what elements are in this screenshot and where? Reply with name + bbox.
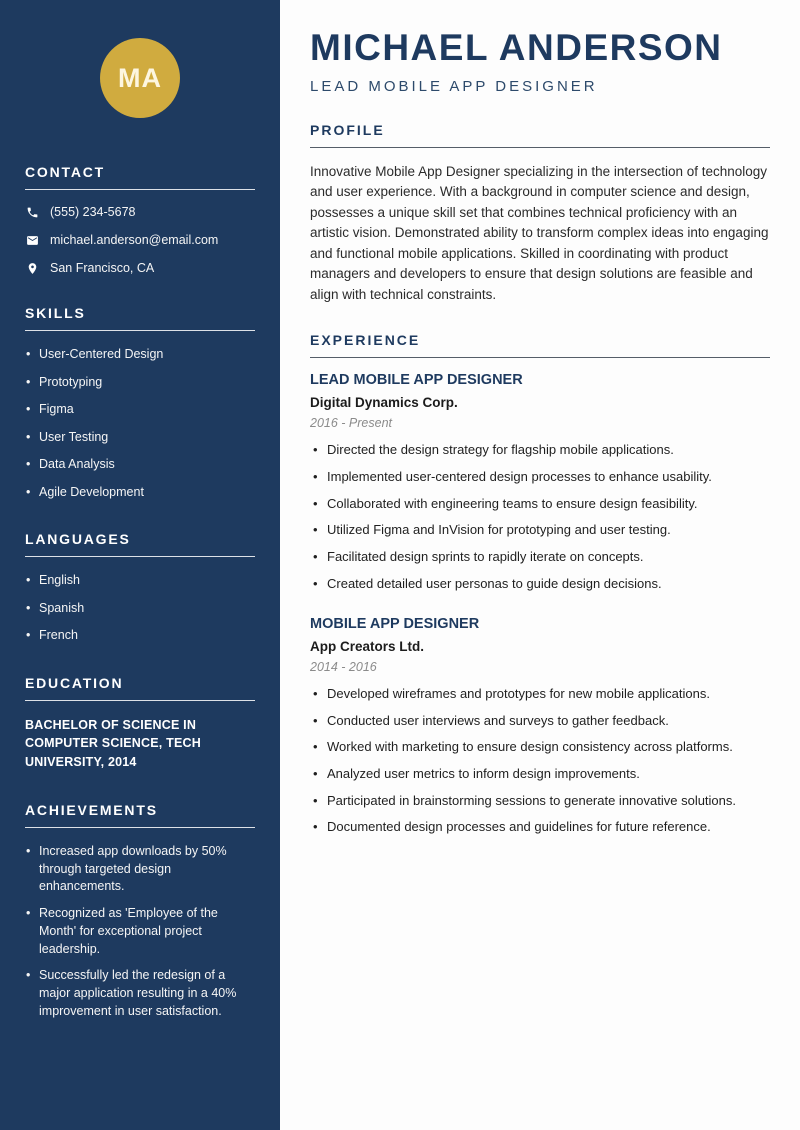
person-headline: LEAD MOBILE APP DESIGNER [310,77,598,95]
phone-text: (555) 234-5678 [50,205,136,219]
skill-item: • User-Centered Design [25,346,255,364]
profile-heading: PROFILE [310,122,770,148]
job-dates: 2016 - Present [310,416,392,431]
languages-list [25,572,255,645]
contact-email [25,233,255,247]
achievement-item: • Successfully led the redesign of a major application resulting in a 40% improvement in user satisfaction. [25,967,255,1020]
avatar-initials: MA [118,62,162,93]
job-dates: 2014 - 2016 [310,659,377,674]
email-text: michael.anderson@email.com [50,233,219,247]
languages-heading: LANGUAGES [25,531,255,557]
contact-location [25,261,255,275]
achievement-item: • Increased app downloads by 50% through targeted design enhancements. [25,843,255,896]
job-bullet: • Analyzed user metrics to inform design improvements. [310,765,770,783]
resume-main [280,0,800,1130]
job-entry [310,372,770,593]
job-bullet: • Collaborated with engineering teams to ensure design feasibility. [310,495,770,513]
skills-section [25,305,255,501]
contact-heading: CONTACT [25,164,255,190]
language-item: • English [25,572,255,590]
skill-item: • User Testing [25,429,255,447]
skill-item: • Data Analysis [25,456,255,474]
resume-sidebar [0,0,280,1130]
languages-section [25,531,255,645]
phone-icon [25,206,39,219]
job-company: Digital Dynamics Corp. [310,395,458,411]
achievements-heading: ACHIEVEMENTS [25,802,255,828]
job-bullet: • Directed the design strategy for flagship mobile applications. [310,441,770,459]
location-text: San Francisco, CA [50,261,155,275]
job-bullet: • Documented design processes and guidelines for future reference. [310,818,770,836]
language-item: • French [25,627,255,645]
job-title: MOBILE APP DESIGNER [310,615,480,632]
job-bullet: • Utilized Figma and InVision for prototyping and user testing. [310,521,770,539]
skill-item: • Prototyping [25,374,255,392]
achievements-section [25,802,255,1021]
job-bullet: • Worked with marketing to ensure design consistency across platforms. [310,738,770,756]
job-bullet: • Developed wireframes and prototypes for new mobile applications. [310,685,770,703]
job-bullet: • Participated in brainstorming sessions to generate innovative solutions. [310,792,770,810]
profile-section [310,122,770,306]
achievements-list [25,843,255,1021]
person-name: MICHAEL ANDERSON [310,27,723,68]
skills-list [25,346,255,501]
skill-item: • Agile Development [25,484,255,502]
location-pin-icon [25,262,39,275]
education-degree: BACHELOR OF SCIENCE IN COMPUTER SCIENCE, TECH UNIVERSITY, 2014 [25,717,201,769]
skills-heading: SKILLS [25,305,255,331]
job-bullet-list [310,441,770,593]
job-bullet-list [310,685,770,837]
job-entry [310,616,770,837]
education-section [25,675,255,772]
job-title: LEAD MOBILE APP DESIGNER [310,372,523,389]
email-icon [25,234,39,247]
job-bullet: • Created detailed user personas to guide design decisions. [310,575,770,593]
achievement-item: • Recognized as 'Employee of the Month' for exceptional project leadership. [25,905,255,958]
avatar-wrap [25,38,255,118]
job-bullet: • Implemented user-centered design processes to enhance usability. [310,468,770,486]
job-bullet: • Conducted user interviews and surveys to gather feedback. [310,712,770,730]
language-item: • Spanish [25,600,255,618]
job-bullet: • Facilitated design sprints to rapidly iterate on concepts. [310,548,770,566]
profile-text: Innovative Mobile App Designer specializing in the intersection of technology and user experience. With a background in computer science and design, possesses a unique skill set that combines technical proficiency with an artistic vision. Demonstrated ability to transform complex ideas into engaging and functional mobile applications. Skilled in coordinating with product managers and developers to ensure that design solutions are feasible and align with technical constraints. [310,163,769,302]
skill-item: • Figma [25,401,255,419]
job-company: App Creators Ltd. [310,638,425,654]
experience-section [310,332,770,836]
experience-heading: EXPERIENCE [310,332,770,358]
contact-phone [25,205,255,219]
education-heading: EDUCATION [25,675,255,701]
contact-section [25,164,255,275]
avatar [100,38,180,118]
